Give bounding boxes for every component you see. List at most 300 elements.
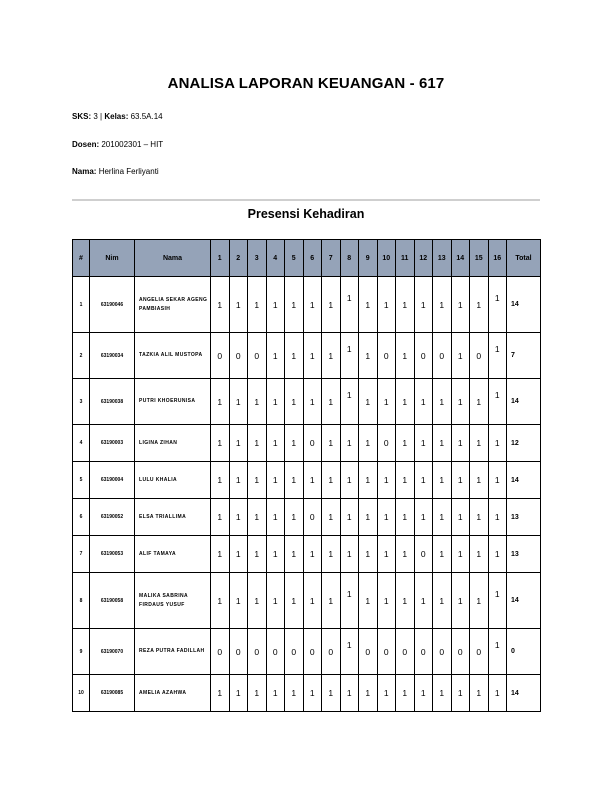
attendance-cell (322, 425, 341, 462)
attendance-cell (414, 536, 433, 573)
attendance-cell (396, 536, 415, 573)
attendance-cell (211, 277, 230, 333)
attendance-cell-text: 0 (420, 646, 426, 657)
attendance-cell-text: 1 (402, 475, 408, 485)
attendance-cell (396, 379, 415, 425)
attendance-cell (414, 379, 433, 425)
attendance-cell-text: 1 (494, 475, 500, 485)
attendance-cell (303, 629, 322, 675)
attendance-cell (229, 573, 248, 629)
attendance-cell-text: 0 (383, 350, 389, 361)
attendance-cell-text: 1 (476, 396, 482, 407)
total-cell-text: 7 (511, 352, 515, 359)
column-header: 2 (229, 240, 248, 277)
nim-cell-text: 63190003 (100, 440, 124, 446)
total-cell (507, 379, 541, 425)
attendance-cell (396, 277, 415, 333)
name-cell-text: PUTRI KHOERUNISA (139, 398, 196, 404)
attendance-cell (266, 499, 285, 536)
attendance-cell (451, 379, 470, 425)
attendance-cell (470, 499, 489, 536)
attendance-cell-text: 1 (402, 299, 408, 310)
attendance-cell (285, 629, 304, 675)
attendance-cell (488, 333, 507, 379)
attendance-cell-text: 1 (235, 475, 241, 485)
total-cell (507, 675, 541, 712)
table-row (73, 277, 541, 333)
attendance-cell (470, 425, 489, 462)
attendance-cell (303, 462, 322, 499)
attendance-cell-text: 1 (365, 688, 371, 698)
attendance-cell (211, 379, 230, 425)
nim-cell-text: 63190058 (100, 597, 124, 604)
attendance-cell (211, 462, 230, 499)
total-cell (507, 462, 541, 499)
attendance-cell-text: 1 (457, 475, 463, 485)
total-cell-text: 14 (511, 689, 519, 697)
attendance-cell-text: 1 (439, 475, 445, 485)
attendance-cell-text: 1 (476, 688, 482, 698)
attendance-cell (340, 629, 359, 675)
attendance-cell-text: 0 (420, 549, 426, 559)
attendance-cell-text: 0 (457, 646, 463, 657)
attendance-cell (396, 462, 415, 499)
attendance-cell-text: 1 (309, 549, 315, 559)
attendance-cell-text: 1 (272, 396, 278, 407)
table-row (73, 536, 541, 573)
attendance-cell (451, 333, 470, 379)
attendance-cell-text: 1 (457, 549, 463, 559)
attendance-cell (340, 675, 359, 712)
attendance-cell (470, 536, 489, 573)
attendance-cell (488, 675, 507, 712)
attendance-cell-text: 1 (457, 396, 463, 407)
attendance-cell (248, 536, 267, 573)
attendance-cell-text: 1 (365, 438, 371, 448)
nim-cell-text: 63190046 (100, 301, 124, 308)
attendance-cell (248, 629, 267, 675)
name-cell-text: ELSA TRIALLIMA (139, 513, 187, 520)
attendance-cell-text: 1 (328, 299, 334, 310)
attendance-cell-text: 1 (254, 396, 260, 407)
name-cell (135, 675, 211, 712)
attendance-cell (229, 462, 248, 499)
attendance-cell-text: 1 (457, 688, 463, 698)
attendance-cell (266, 333, 285, 379)
attendance-cell (359, 379, 378, 425)
attendance-cell-text: 1 (494, 512, 500, 522)
total-cell-text: 0 (511, 648, 515, 655)
table-row (73, 379, 541, 425)
name-cell (135, 499, 211, 536)
nim-cell (90, 379, 135, 425)
total-cell-text: 13 (511, 550, 519, 558)
attendance-cell (488, 277, 507, 333)
attendance-cell-text: 1 (235, 512, 241, 522)
attendance-cell-text: 1 (235, 688, 241, 698)
attendance-cell (414, 333, 433, 379)
name-cell (135, 425, 211, 462)
attendance-cell-text: 1 (365, 595, 371, 606)
attendance-cell-text: 1 (346, 688, 352, 698)
nim-cell (90, 499, 135, 536)
kelas-value: 63.5A.14 (130, 112, 163, 121)
attendance-cell-text: 0 (439, 646, 445, 657)
attendance-cell-text: 0 (217, 646, 223, 657)
attendance-cell-text: 1 (383, 595, 389, 606)
column-header: 13 (433, 240, 452, 277)
attendance-cell-text: 1 (217, 595, 223, 606)
attendance-cell-text: 1 (420, 299, 426, 310)
name-cell-text: ANGELIA SEKAR AGENG PAMBIASIH (139, 296, 208, 312)
attendance-cell-text: 1 (494, 438, 500, 448)
attendance-cell-text: 1 (309, 688, 315, 698)
table-row (73, 629, 541, 675)
attendance-cell-text: 1 (494, 549, 500, 559)
attendance-cell-text: 0 (309, 438, 315, 448)
column-header: 1 (211, 240, 230, 277)
name-cell-text: TAZKIA ALIL MUSTOPA (139, 352, 203, 358)
attendance-cell-text: 0 (365, 646, 371, 657)
attendance-cell-text: 1 (309, 475, 315, 485)
attendance-cell-text: 0 (328, 646, 334, 657)
attendance-cell-text: 1 (328, 438, 334, 448)
attendance-cell (488, 536, 507, 573)
total-cell-text: 14 (511, 301, 519, 308)
attendance-cell (451, 462, 470, 499)
attendance-cell (303, 333, 322, 379)
attendance-cell-text: 1 (383, 512, 389, 522)
attendance-cell-text: 1 (291, 396, 297, 407)
attendance-cell-text: 1 (235, 549, 241, 559)
nim-cell-text: 63190053 (100, 551, 124, 557)
attendance-cell-text: 1 (439, 512, 445, 522)
attendance-cell (340, 379, 359, 425)
nim-cell (90, 573, 135, 629)
attendance-cell-text: 1 (494, 343, 500, 354)
column-header: # (73, 240, 90, 277)
name-cell-text: ALIF TAMAYA (139, 550, 176, 557)
nim-cell (90, 425, 135, 462)
attendance-cell-text: 1 (217, 299, 223, 310)
nim-cell-text: 63190034 (100, 352, 124, 359)
attendance-cell-text: 1 (346, 343, 352, 354)
attendance-cell-text: 1 (254, 688, 260, 698)
nim-cell (90, 462, 135, 499)
attendance-cell-text: 0 (476, 646, 482, 657)
attendance-cell-text: 1 (346, 438, 352, 448)
attendance-cell-text: 1 (383, 475, 389, 485)
attendance-cell (229, 536, 248, 573)
attendance-cell-text: 1 (476, 512, 482, 522)
attendance-cell (359, 425, 378, 462)
attendance-cell (322, 462, 341, 499)
attendance-cell-text: 1 (346, 639, 352, 650)
attendance-cell-text: 1 (217, 688, 223, 698)
attendance-cell (451, 277, 470, 333)
attendance-cell (229, 277, 248, 333)
attendance-cell (470, 675, 489, 712)
attendance-cell (377, 629, 396, 675)
attendance-cell-text: 1 (254, 438, 260, 448)
attendance-cell-text: 1 (402, 438, 408, 448)
attendance-cell (266, 462, 285, 499)
attendance-cell-text: 1 (291, 549, 297, 559)
attendance-cell-text: 1 (309, 299, 315, 310)
row-number-text: 1 (79, 301, 83, 308)
attendance-cell-text: 1 (217, 438, 223, 448)
attendance-cell-text: 1 (365, 396, 371, 407)
attendance-cell (322, 499, 341, 536)
column-header: 6 (303, 240, 322, 277)
row-number (73, 499, 90, 536)
column-header: Nama (135, 240, 211, 277)
attendance-cell (433, 277, 452, 333)
nama-line (72, 167, 159, 176)
total-cell (507, 573, 541, 629)
attendance-cell (285, 675, 304, 712)
attendance-cell (414, 675, 433, 712)
column-header: 14 (451, 240, 470, 277)
attendance-cell (266, 379, 285, 425)
dosen-label: Dosen: (72, 140, 100, 149)
table-header-row (73, 240, 541, 277)
nama-label: Nama: (72, 167, 97, 176)
column-header: Total (507, 240, 541, 277)
attendance-cell-text: 0 (476, 350, 482, 361)
attendance-cell-text: 1 (494, 639, 500, 650)
total-cell (507, 277, 541, 333)
total-cell-text: 13 (511, 513, 519, 521)
attendance-cell (248, 462, 267, 499)
attendance-cell (211, 573, 230, 629)
nim-cell-text: 63190085 (100, 690, 124, 696)
attendance-cell-text: 1 (439, 299, 445, 310)
divider (72, 199, 540, 201)
attendance-cell-text: 1 (328, 475, 334, 485)
row-number-text: 9 (79, 648, 83, 655)
attendance-cell-text: 0 (309, 646, 315, 657)
attendance-cell-text: 1 (346, 512, 352, 522)
attendance-cell-text: 0 (291, 646, 297, 657)
attendance-cell (359, 499, 378, 536)
attendance-cell-text: 1 (383, 396, 389, 407)
table-row (73, 499, 541, 536)
attendance-cell (229, 425, 248, 462)
attendance-cell-text: 1 (254, 475, 260, 485)
attendance-cell-text: 1 (272, 549, 278, 559)
attendance-cell (451, 629, 470, 675)
name-cell (135, 536, 211, 573)
total-cell (507, 536, 541, 573)
attendance-cell-text: 1 (309, 350, 315, 361)
attendance-cell-text: 1 (328, 595, 334, 606)
attendance-cell-text: 1 (365, 512, 371, 522)
attendance-cell (248, 333, 267, 379)
attendance-cell-text: 1 (272, 299, 278, 310)
attendance-cell-text: 1 (365, 549, 371, 559)
attendance-cell (303, 573, 322, 629)
row-number (73, 379, 90, 425)
attendance-cell (322, 629, 341, 675)
attendance-cell (433, 425, 452, 462)
total-cell-text: 14 (511, 398, 519, 405)
attendance-cell (396, 425, 415, 462)
attendance-cell (451, 536, 470, 573)
attendance-cell-text: 0 (439, 350, 445, 361)
nim-cell (90, 536, 135, 573)
attendance-cell (359, 462, 378, 499)
row-number-text: 4 (79, 440, 83, 446)
attendance-cell-text: 1 (365, 475, 371, 485)
attendance-cell (303, 675, 322, 712)
attendance-cell-text: 1 (402, 350, 408, 361)
total-cell (507, 425, 541, 462)
dosen-value: 201002301 – HIT (101, 140, 164, 149)
attendance-cell-text: 1 (420, 396, 426, 407)
dosen-line (72, 140, 163, 149)
attendance-cell-text: 0 (217, 350, 223, 361)
attendance-cell (470, 277, 489, 333)
attendance-cell (433, 675, 452, 712)
attendance-cell (396, 333, 415, 379)
attendance-cell-text: 1 (402, 688, 408, 698)
name-cell-text: MALIKA SABRINA FIRDAUS YUSUF (139, 592, 188, 608)
attendance-cell (229, 379, 248, 425)
attendance-cell (396, 629, 415, 675)
row-number (73, 629, 90, 675)
attendance-cell (377, 675, 396, 712)
attendance-cell (451, 675, 470, 712)
attendance-cell-text: 1 (365, 350, 371, 361)
nim-cell-text: 63190038 (100, 398, 124, 405)
attendance-cell-text: 1 (328, 688, 334, 698)
attendance-cell-text: 1 (272, 512, 278, 522)
attendance-cell (229, 629, 248, 675)
attendance-cell-text: 0 (383, 646, 389, 657)
attendance-cell (451, 573, 470, 629)
attendance-cell-text: 0 (272, 646, 278, 657)
attendance-cell-text: 0 (254, 350, 260, 361)
attendance-cell-text: 1 (476, 595, 482, 606)
attendance-cell (488, 573, 507, 629)
column-header: 9 (359, 240, 378, 277)
attendance-cell-text: 1 (254, 549, 260, 559)
attendance-cell-text: 1 (439, 396, 445, 407)
attendance-cell (322, 277, 341, 333)
attendance-cell (433, 536, 452, 573)
attendance-cell-text: 1 (383, 688, 389, 698)
attendance-cell-text: 1 (383, 299, 389, 310)
attendance-cell-text: 0 (402, 646, 408, 657)
attendance-cell-text: 1 (402, 549, 408, 559)
attendance-cell (433, 499, 452, 536)
attendance-cell (433, 462, 452, 499)
attendance-cell (285, 333, 304, 379)
attendance-cell (377, 499, 396, 536)
attendance-cell-text: 1 (291, 475, 297, 485)
attendance-cell-text: 1 (420, 475, 426, 485)
attendance-cell-text: 0 (254, 646, 260, 657)
attendance-cell (396, 675, 415, 712)
column-header: 3 (248, 240, 267, 277)
nama-value: Herlina Ferliyanti (98, 167, 159, 176)
attendance-cell-text: 0 (383, 438, 389, 448)
attendance-cell (414, 425, 433, 462)
row-number (73, 425, 90, 462)
attendance-cell-text: 1 (439, 438, 445, 448)
attendance-cell (396, 499, 415, 536)
nim-cell-text: 63190004 (100, 477, 124, 483)
name-cell (135, 333, 211, 379)
attendance-cell-text: 1 (402, 512, 408, 522)
attendance-cell (340, 573, 359, 629)
name-cell (135, 462, 211, 499)
attendance-cell-text: 1 (476, 475, 482, 485)
attendance-cell (248, 675, 267, 712)
row-number-text: 5 (79, 477, 83, 483)
table-row (73, 573, 541, 629)
attendance-cell-text: 1 (235, 438, 241, 448)
attendance-cell (377, 277, 396, 333)
attendance-cell-text: 1 (383, 549, 389, 559)
attendance-cell (211, 333, 230, 379)
attendance-cell (285, 573, 304, 629)
attendance-cell (322, 379, 341, 425)
attendance-cell (340, 462, 359, 499)
attendance-cell-text: 1 (346, 292, 352, 303)
attendance-cell-text: 1 (476, 438, 482, 448)
sks-label: SKS: (72, 112, 92, 121)
attendance-cell (470, 573, 489, 629)
attendance-cell-text: 1 (328, 350, 334, 361)
attendance-cell (488, 462, 507, 499)
attendance-cell (285, 499, 304, 536)
column-header: 10 (377, 240, 396, 277)
column-header: Nim (90, 240, 135, 277)
attendance-cell (488, 379, 507, 425)
name-cell-text: REZA PUTRA FADILLAH (139, 648, 205, 654)
section-title: Presensi Kehadiran (247, 207, 365, 221)
table-row (73, 425, 541, 462)
attendance-cell (470, 629, 489, 675)
attendance-cell-text: 1 (420, 512, 426, 522)
attendance-cell-text: 1 (254, 512, 260, 522)
column-header: 12 (414, 240, 433, 277)
attendance-cell (359, 277, 378, 333)
attendance-cell (229, 675, 248, 712)
sks-value: 3 | (93, 112, 103, 121)
attendance-cell-text: 1 (235, 299, 241, 310)
total-cell (507, 499, 541, 536)
row-number-text: 3 (79, 398, 83, 405)
attendance-cell (470, 379, 489, 425)
row-number (73, 675, 90, 712)
nim-cell (90, 675, 135, 712)
attendance-cell (303, 499, 322, 536)
attendance-cell-text: 1 (217, 512, 223, 522)
row-number (73, 462, 90, 499)
attendance-cell (340, 277, 359, 333)
row-number-text: 7 (79, 551, 83, 557)
attendance-cell-text: 1 (457, 299, 463, 310)
attendance-cell (433, 573, 452, 629)
attendance-cell (285, 277, 304, 333)
attendance-cell-text: 1 (402, 595, 408, 606)
attendance-cell-text: 1 (272, 688, 278, 698)
attendance-cell (470, 462, 489, 499)
attendance-cell (266, 629, 285, 675)
